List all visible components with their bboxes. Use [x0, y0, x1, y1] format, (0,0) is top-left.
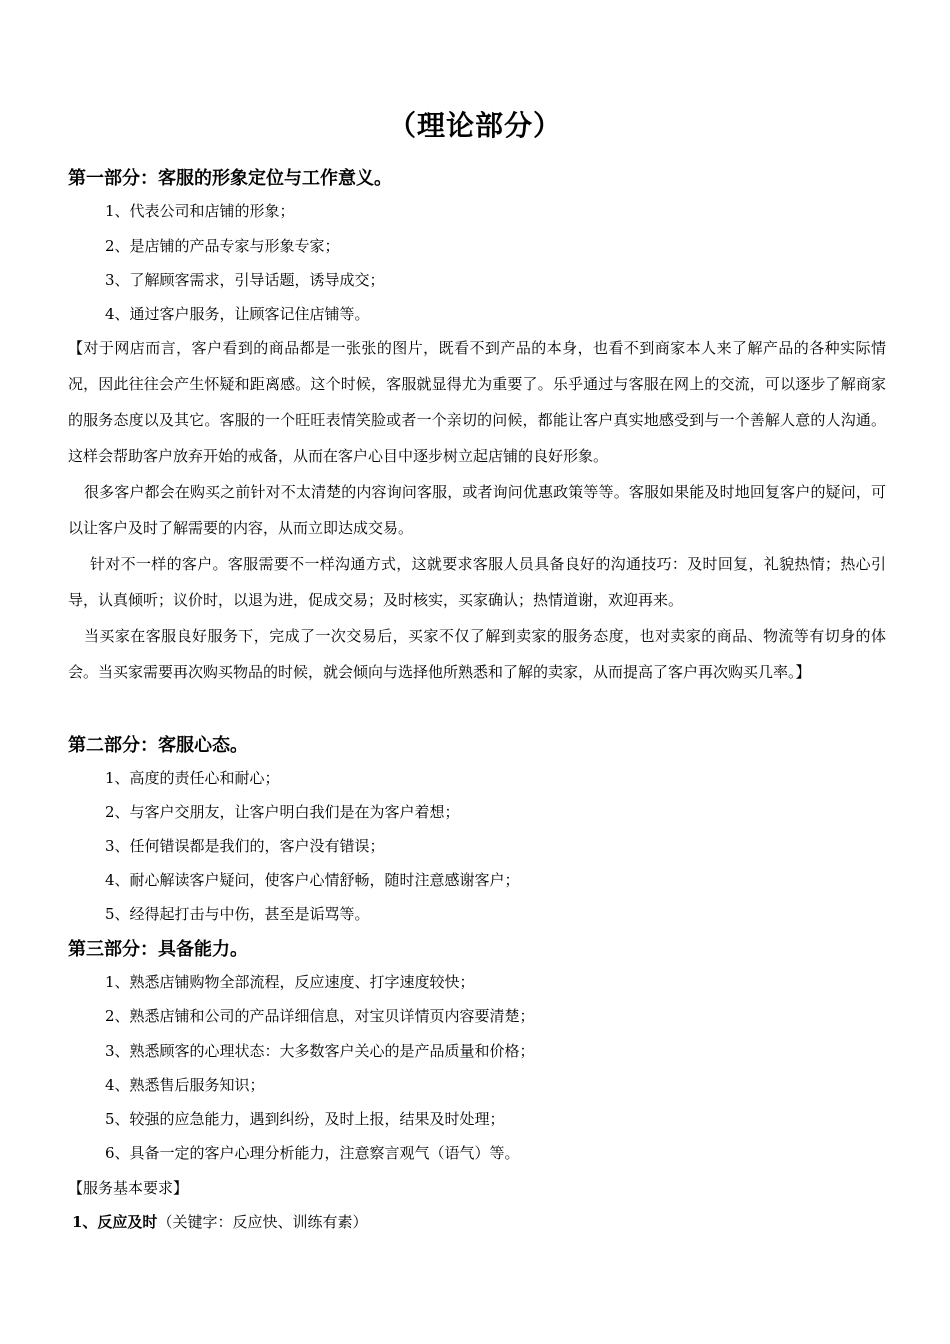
- service-point-1-label: 1、反应及时: [72, 1213, 158, 1231]
- section3-item-3: 3、熟悉顾客的心理状态：大多数客户关心的是产品质量和价格；: [105, 1042, 535, 1060]
- section1-heading: 第一部分：客服的形象定位与工作意义。: [68, 168, 392, 189]
- section2-item-4: 4、耐心解读客户疑问，使客户心情舒畅，随时注意感谢客户；: [105, 871, 520, 889]
- section1-item-2: 2、是店铺的产品专家与形象专家；: [105, 237, 340, 255]
- service-point-1: [72, 1211, 367, 1232]
- section3-item-1: 1、熟悉店铺购物全部流程，反应速度、打字速度较快；: [105, 973, 475, 991]
- section1-paragraph-1: 【对于网店而言，客户看到的商品都是一张张的图片，既看不到产品的本身，也看不到商家本人来了解产品的各种实际情况，因此往往会产生怀疑和距离感。这个时候，客服就显得尤为重要了。乐乎通过与客服在网上的交流，可以逐步了解商家的服务态度以及其它。客服的一个旺旺表情笑脸或者一个亲切的问候，都能让客户真实地感受到与一个善解人意的人沟通。这样会帮助客户放弃开始的戒备，从而在客户心目中逐步树立起店铺的良好形象。: [68, 339, 886, 465]
- section1-item-4: 4、通过客户服务，让顾客记住店铺等。: [105, 305, 370, 323]
- section1-item-3: 3、了解顾客需求，引导话题，诱导成交；: [105, 271, 385, 289]
- section3-item-5: 5、较强的应急能力，遇到纠纷，及时上报，结果及时处理；: [105, 1110, 505, 1128]
- section2-heading: 第二部分：客服心态。: [68, 735, 248, 756]
- section2-item-1: 1、高度的责任心和耐心；: [105, 769, 280, 787]
- section1-item-1: 1、代表公司和店铺的形象；: [105, 202, 295, 220]
- section2-item-5: 5、经得起打击与中伤，甚至是诟骂等。: [105, 905, 370, 923]
- section3-heading: 第三部分：具备能力。: [68, 939, 248, 960]
- section1-paragraph-4: 当买家在客服良好服务下，完成了一次交易后，买家不仅了解到卖家的服务态度，也对卖家的商品、物流等有切身的体会。当买家需要再次购买物品的时候，就会倾向与选择他所熟悉和了解的卖家，从而提高了客户再次购买几率。】: [68, 627, 886, 681]
- page-title: （理论部分）: [387, 109, 562, 142]
- service-point-1-note: （关键字：反应快、训练有素）: [157, 1213, 368, 1231]
- section2-item-3: 3、任何错误都是我们的，客户没有错误；: [105, 837, 385, 855]
- section1-paragraph-3: 针对不一样的客户。客服需要不一样沟通方式，这就要求客服人员具备良好的沟通技巧：及时回复，礼貌热情；热心引导，认真倾听；议价时，以退为进，促成交易；及时核实，买家确认；热情道谢，欢迎再来。: [68, 555, 886, 609]
- section3-item-2: 2、熟悉店铺和公司的产品详细信息，对宝贝详情页内容要清楚；: [105, 1007, 535, 1025]
- section3-item-6: 6、具备一定的客户心理分析能力，注意察言观气（语气）等。: [105, 1144, 520, 1162]
- section1-paragraph-2: 很多客户都会在购买之前针对不太清楚的内容询问客服，或者询问优惠政策等等。客服如果能及时地回复客户的疑问，可以让客户及时了解需要的内容，从而立即达成交易。: [68, 483, 886, 537]
- service-heading: 【服务基本要求】: [68, 1179, 189, 1197]
- section3-item-4: 4、熟悉售后服务知识；: [105, 1076, 265, 1094]
- section2-item-2: 2、与客户交朋友，让客户明白我们是在为客户着想；: [105, 803, 460, 821]
